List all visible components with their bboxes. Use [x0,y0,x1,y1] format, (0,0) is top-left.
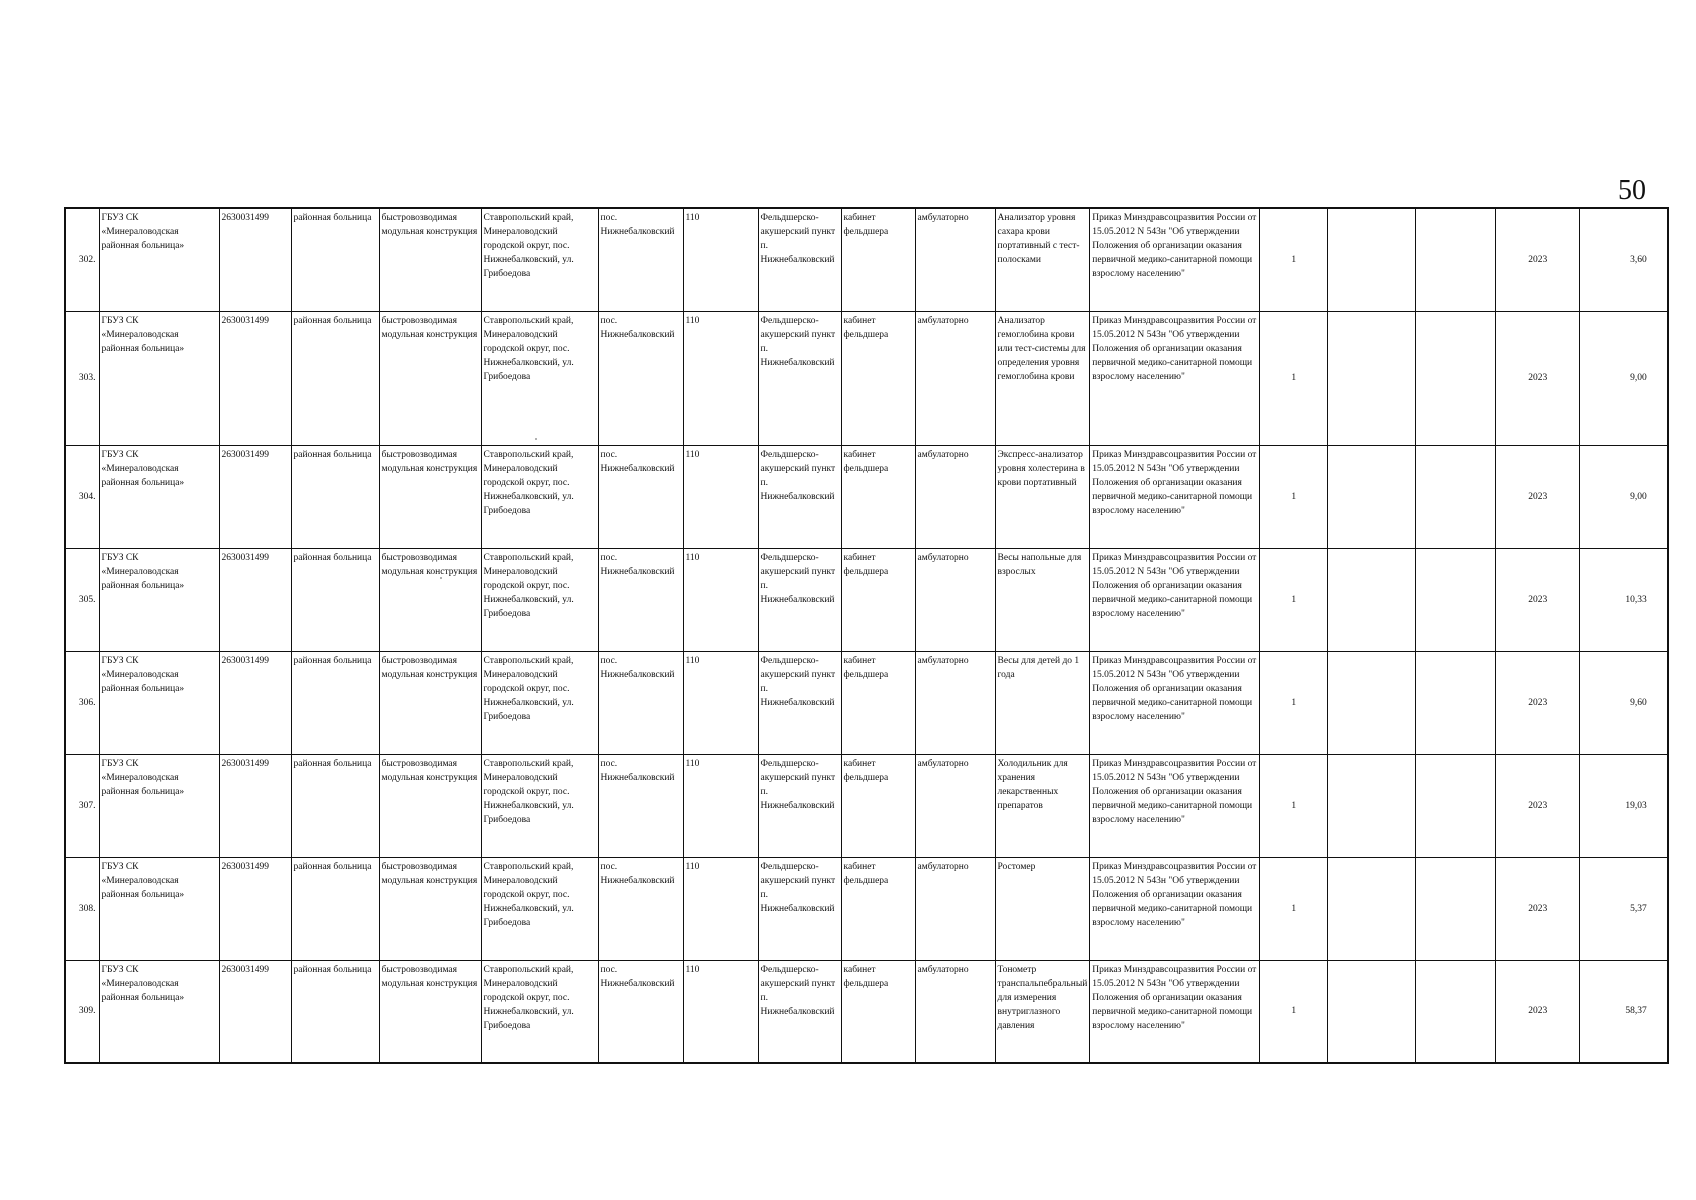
room-cell: кабинет фельдшера [841,857,915,960]
quantity-cell: 1 [1260,651,1328,754]
population-cell: 110 [683,651,758,754]
empty-cell [1328,445,1416,548]
room-cell: кабинет фельдшера [841,208,915,311]
room-cell: кабинет фельдшера [841,754,915,857]
table-row [65,754,1668,857]
institution-type-cell: районная больница [291,311,379,445]
organization-cell: ГБУЗ СК «Минераловодская районная больница» [99,960,219,1063]
cost-cell: 58,37 [1580,960,1668,1063]
equipment-cell: Холодильник для хранения лекарственных препаратов [995,754,1090,857]
regulation-cell: Приказ Минздравсоцразвития России от 15.05.2012 N 543н "Об утверждении Положения об организации оказания первичной медико-санитарной помощи взрослому населению" [1090,311,1260,445]
population-cell: 110 [683,754,758,857]
institution-type-cell: районная больница [291,445,379,548]
row-number: 308. [65,857,99,960]
room-cell: кабинет фельдшера [841,651,915,754]
care-mode-cell: амбулаторно [915,857,995,960]
institution-type-cell: районная больница [291,651,379,754]
equipment-registry-table [64,207,1669,1064]
inn-cell: 2630031499 [219,311,291,445]
address-cell: Ставропольский край, Минераловодский городской округ, пос. Нижнебалковский, ул. Грибоедова [481,548,598,651]
building-type-cell: быстровозводимая модульная конструкция [379,548,481,651]
cost-cell: 5,37 [1580,857,1668,960]
facility-cell: Фельдшерско-акушерский пункт п. Нижнебалковский [758,208,841,311]
equipment-cell: Ростомер [995,857,1090,960]
facility-cell: Фельдшерско-акушерский пункт п. Нижнебалковский [758,651,841,754]
regulation-cell: Приказ Минздравсоцразвития России от 15.05.2012 N 543н "Об утверждении Положения об организации оказания первичной медико-санитарной помощи взрослому населению" [1090,857,1260,960]
regulation-cell: Приказ Минздравсоцразвития России от 15.05.2012 N 543н "Об утверждении Положения об организации оказания первичной медико-санитарной помощи взрослому населению" [1090,208,1260,311]
inn-cell: 2630031499 [219,548,291,651]
empty-cell [1328,754,1416,857]
institution-type-cell: районная больница [291,857,379,960]
regulation-cell: Приказ Минздравсоцразвития России от 15.05.2012 N 543н "Об утверждении Положения об организации оказания первичной медико-санитарной помощи взрослому населению" [1090,651,1260,754]
year-cell: 2023 [1496,311,1580,445]
empty-cell [1328,208,1416,311]
equipment-cell: Анализатор гемоглобина крови или тест-системы для определения уровня гемоглобина крови [995,311,1090,445]
organization-cell: ГБУЗ СК «Минераловодская районная больница» [99,208,219,311]
year-cell: 2023 [1496,960,1580,1063]
building-type-cell: быстровозводимая модульная конструкция [379,960,481,1063]
building-type-cell: быстровозводимая модульная конструкция [379,754,481,857]
organization-cell: ГБУЗ СК «Минераловодская районная больница» [99,857,219,960]
institution-type-cell: районная больница [291,754,379,857]
year-cell: 2023 [1496,208,1580,311]
quantity-cell: 1 [1260,445,1328,548]
population-cell: 110 [683,311,758,445]
empty-cell [1416,651,1496,754]
empty-cell [1416,311,1496,445]
address-cell: Ставропольский край, Минераловодский городской округ, пос. Нижнебалковский, ул. Грибоедова [481,445,598,548]
cost-cell: 19,03 [1580,754,1668,857]
year-cell: 2023 [1496,651,1580,754]
building-type-cell: быстровозводимая модульная конструкция [379,651,481,754]
address-cell: Ставропольский край, Минераловодский городской округ, пос. Нижнебалковский, ул. Грибоедова [481,754,598,857]
settlement-cell: пос. Нижнебалковский [598,857,683,960]
regulation-cell: Приказ Минздравсоцразвития России от 15.05.2012 N 543н "Об утверждении Положения об организации оказания первичной медико-санитарной помощи взрослому населению" [1090,445,1260,548]
empty-cell [1328,311,1416,445]
quantity-cell: 1 [1260,754,1328,857]
organization-cell: ГБУЗ СК «Минераловодская районная больница» [99,754,219,857]
population-cell: 110 [683,857,758,960]
room-cell: кабинет фельдшера [841,960,915,1063]
cost-cell: 3,60 [1580,208,1668,311]
quantity-cell: 1 [1260,960,1328,1063]
quantity-cell: 1 [1260,857,1328,960]
year-cell: 2023 [1496,754,1580,857]
institution-type-cell: районная больница [291,548,379,651]
row-number: 306. [65,651,99,754]
facility-cell: Фельдшерско-акушерский пункт п. Нижнебалковский [758,857,841,960]
empty-cell [1328,857,1416,960]
organization-cell: ГБУЗ СК «Минераловодская районная больница» [99,548,219,651]
organization-cell: ГБУЗ СК «Минераловодская районная больница» [99,651,219,754]
address-cell: Ставропольский край, Минераловодский городской округ, пос. Нижнебалковский, ул. Грибоедова [481,857,598,960]
table-row [65,960,1668,1063]
care-mode-cell: амбулаторно [915,754,995,857]
address-cell: Ставропольский край, Минераловодский городской округ, пос. Нижнебалковский, ул. Грибоедова [481,651,598,754]
empty-cell [1328,651,1416,754]
facility-cell: Фельдшерско-акушерский пункт п. Нижнебалковский [758,754,841,857]
cost-cell: 9,00 [1580,311,1668,445]
year-cell: 2023 [1496,548,1580,651]
organization-cell: ГБУЗ СК «Минераловодская районная больница» [99,445,219,548]
settlement-cell: пос. Нижнебалковский [598,311,683,445]
equipment-cell: Весы для детей до 1 года [995,651,1090,754]
row-number: 303. [65,311,99,445]
cost-cell: 9,60 [1580,651,1668,754]
equipment-cell: Тонометр транспальпебральный для измерения внутриглазного давления [995,960,1090,1063]
empty-cell [1416,960,1496,1063]
cost-cell: 9,00 [1580,445,1668,548]
page-number: 50 [1618,175,1646,206]
room-cell: кабинет фельдшера [841,311,915,445]
quantity-cell: 1 [1260,548,1328,651]
building-type-cell: быстровозводимая модульная конструкция [379,311,481,445]
care-mode-cell: амбулаторно [915,548,995,651]
inn-cell: 2630031499 [219,960,291,1063]
row-number: 307. [65,754,99,857]
population-cell: 110 [683,445,758,548]
table-row [65,651,1668,754]
regulation-cell: Приказ Минздравсоцразвития России от 15.05.2012 N 543н "Об утверждении Положения об организации оказания первичной медико-санитарной помощи взрослому населению" [1090,754,1260,857]
settlement-cell: пос. Нижнебалковский [598,208,683,311]
inn-cell: 2630031499 [219,754,291,857]
empty-cell [1416,548,1496,651]
empty-cell [1416,208,1496,311]
organization-cell: ГБУЗ СК «Минераловодская районная больница» [99,311,219,445]
table-row [65,548,1668,651]
room-cell: кабинет фельдшера [841,445,915,548]
population-cell: 110 [683,548,758,651]
table-row [65,857,1668,960]
quantity-cell: 1 [1260,208,1328,311]
population-cell: 110 [683,960,758,1063]
row-number: 309. [65,960,99,1063]
building-type-cell: быстровозводимая модульная конструкция [379,857,481,960]
equipment-cell: Анализатор уровня сахара крови портативный с тест-полосками [995,208,1090,311]
institution-type-cell: районная больница [291,960,379,1063]
address-cell: Ставропольский край, Минераловодский городской округ, пос. Нижнебалковский, ул. Грибоедова [481,311,598,445]
equipment-cell: Весы напольные для взрослых [995,548,1090,651]
care-mode-cell: амбулаторно [915,445,995,548]
row-number: 304. [65,445,99,548]
care-mode-cell: амбулаторно [915,651,995,754]
table-row [65,445,1668,548]
settlement-cell: пос. Нижнебалковский [598,548,683,651]
building-type-cell: быстровозводимая модульная конструкция [379,445,481,548]
settlement-cell: пос. Нижнебалковский [598,754,683,857]
scan-speck [440,577,442,579]
room-cell: кабинет фельдшера [841,548,915,651]
care-mode-cell: амбулаторно [915,960,995,1063]
settlement-cell: пос. Нижнебалковский [598,651,683,754]
year-cell: 2023 [1496,445,1580,548]
table-row [65,208,1668,311]
care-mode-cell: амбулаторно [915,311,995,445]
regulation-cell: Приказ Минздравсоцразвития России от 15.05.2012 N 543н "Об утверждении Положения об организации оказания первичной медико-санитарной помощи взрослому населению" [1090,548,1260,651]
empty-cell [1416,857,1496,960]
building-type-cell: быстровозводимая модульная конструкция [379,208,481,311]
table-row [65,311,1668,445]
equipment-cell: Экспресс-анализатор уровня холестерина в крови портативный [995,445,1090,548]
inn-cell: 2630031499 [219,651,291,754]
facility-cell: Фельдшерско-акушерский пункт п. Нижнебалковский [758,445,841,548]
facility-cell: Фельдшерско-акушерский пункт п. Нижнебалковский [758,960,841,1063]
empty-cell [1328,548,1416,651]
inn-cell: 2630031499 [219,445,291,548]
empty-cell [1416,445,1496,548]
population-cell: 110 [683,208,758,311]
row-number: 302. [65,208,99,311]
address-cell: Ставропольский край, Минераловодский городской округ, пос. Нижнебалковский, ул. Грибоедова [481,208,598,311]
facility-cell: Фельдшерско-акушерский пункт п. Нижнебалковский [758,548,841,651]
empty-cell [1416,754,1496,857]
facility-cell: Фельдшерско-акушерский пункт п. Нижнебалковский [758,311,841,445]
row-number: 305. [65,548,99,651]
scan-speck [535,438,537,440]
inn-cell: 2630031499 [219,208,291,311]
cost-cell: 10,33 [1580,548,1668,651]
inn-cell: 2630031499 [219,857,291,960]
quantity-cell: 1 [1260,311,1328,445]
empty-cell [1328,960,1416,1063]
settlement-cell: пос. Нижнебалковский [598,445,683,548]
year-cell: 2023 [1496,857,1580,960]
care-mode-cell: амбулаторно [915,208,995,311]
institution-type-cell: районная больница [291,208,379,311]
regulation-cell: Приказ Минздравсоцразвития России от 15.05.2012 N 543н "Об утверждении Положения об организации оказания первичной медико-санитарной помощи взрослому населению" [1090,960,1260,1063]
settlement-cell: пос. Нижнебалковский [598,960,683,1063]
address-cell: Ставропольский край, Минераловодский городской округ, пос. Нижнебалковский, ул. Грибоедова [481,960,598,1063]
